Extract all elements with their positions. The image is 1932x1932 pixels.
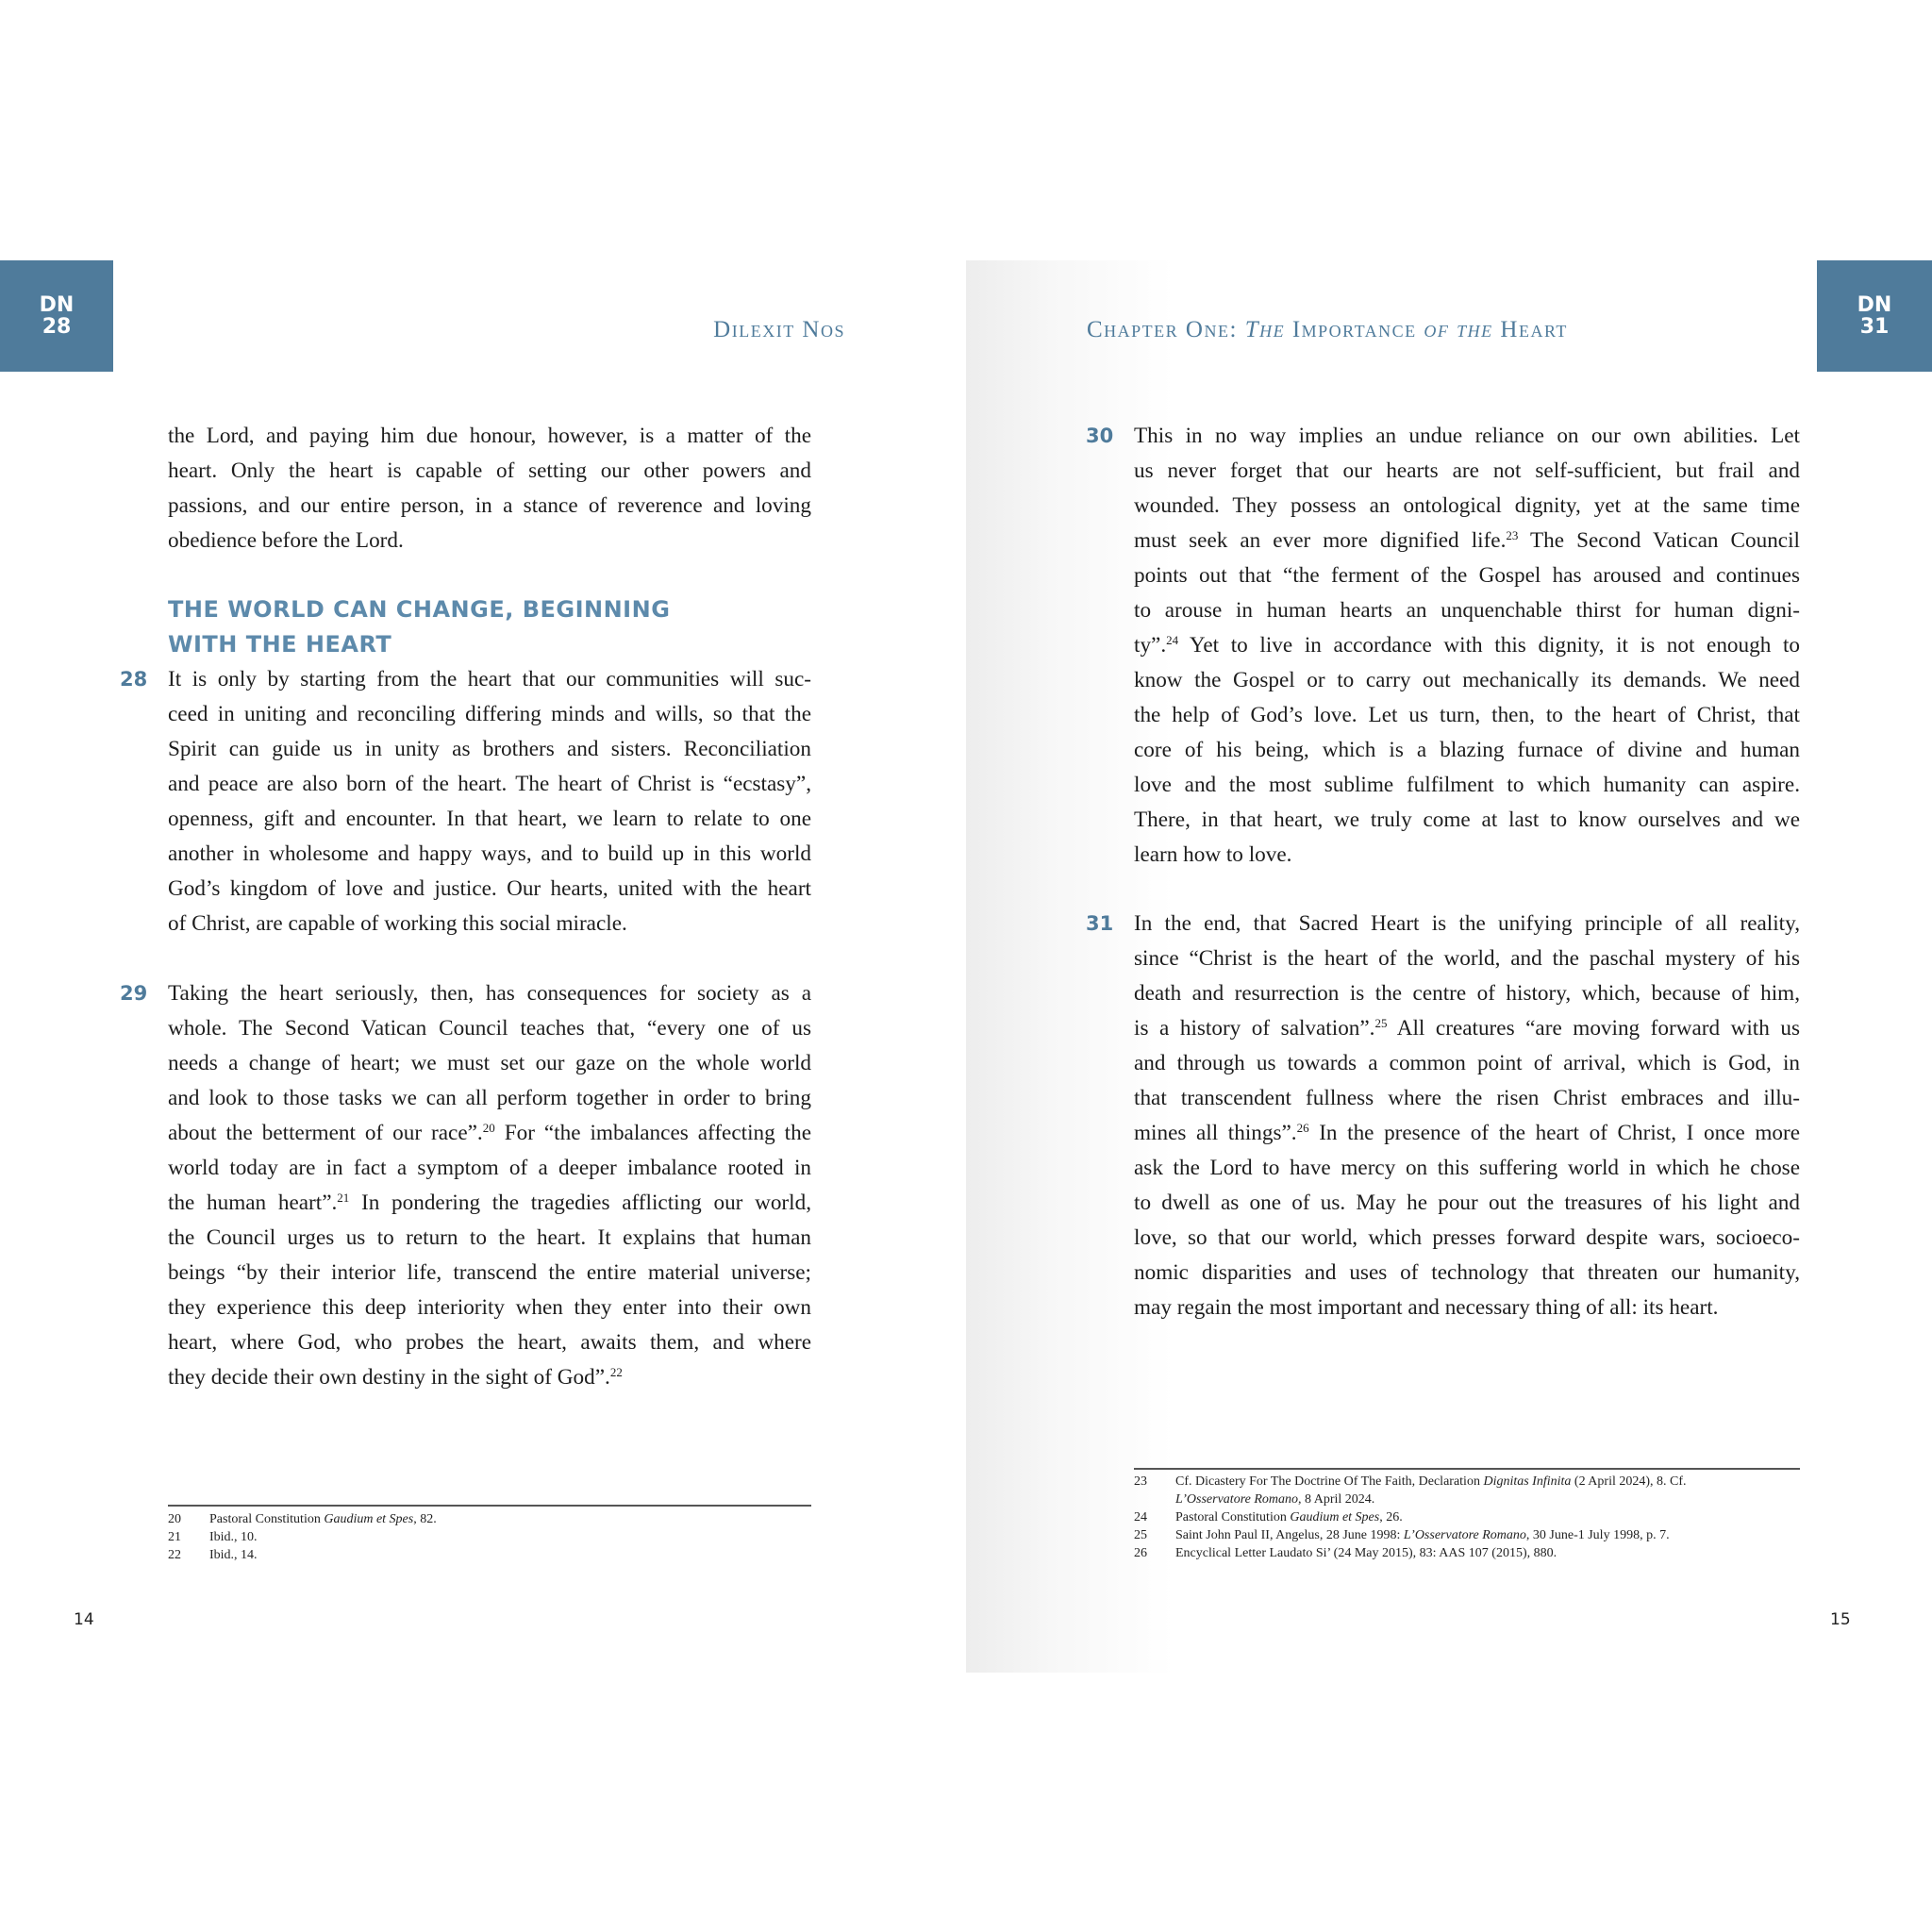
text-line: God’s kingdom of love and justice. Our hearts, united with the heart [168, 876, 811, 901]
footnote-ref: 22 [609, 1365, 623, 1379]
heading-line: THE WORLD CAN CHANGE, BEGINNING [168, 596, 671, 623]
text-line: and peace are also born of the heart. The heart of Christ is “ecstasy”, [168, 772, 811, 796]
section-heading [168, 592, 811, 662]
text-line: points out that “the ferment of the Gospel has aroused and continues [1134, 563, 1800, 588]
footnote-ref: 21 [337, 1191, 350, 1205]
text-line: they decide their own destiny in the sight of God”.$^{22}$ [168, 1365, 623, 1390]
text-line: ceed in uniting and reconciling differing minds and wills, so that the [168, 702, 811, 726]
text-line: Spirit can guide us in unity as brothers and sisters. Reconciliation [168, 737, 811, 761]
text-line: that transcendent fullness where the risen Christ embraces and illu- [1134, 1086, 1800, 1110]
paragraph-number: 28 [120, 668, 148, 691]
text-line: obedience before the Lord. [168, 528, 404, 553]
footnote-ref: 24 [1166, 633, 1179, 647]
text-line: the Lord, and paying him due honour, however, is a matter of the [168, 424, 811, 448]
footnote-ref: 25 [1374, 1016, 1388, 1030]
text-line: ty”.$^{24}$ Yet to live in accordance with this dignity, it is not enough to [1134, 633, 1800, 658]
text-line: There, in that heart, we truly come at last to know ourselves and we [1134, 808, 1800, 832]
footnote: 22 Ibid., 14. [168, 1548, 258, 1562]
left-footnotes [168, 1510, 811, 1564]
footnote-ref: 23 [1506, 528, 1519, 542]
text-line: must seek an ever more dignified life.$^{23}$ The Second Vatican Council [1134, 528, 1800, 553]
text-line: they experience this deep interiority when they enter into their own [168, 1295, 811, 1320]
text-line: beings “by their interior life, transcend the entire material universe; [168, 1260, 811, 1285]
text-line: Taking the heart seriously, then, has consequences for society as a [168, 981, 811, 1006]
intro-paragraph [168, 419, 811, 558]
text-line: the human heart”.$^{21}$ In pondering the tragedies afflicting our world, [168, 1191, 811, 1215]
text-line: to dwell as one of us. May he pour out the treasures of his light and [1134, 1191, 1800, 1215]
right-running-head: Chapter One: The Importance of the Heart [1087, 317, 1568, 342]
text-line: love and the most sublime fulfilment to which humanity can aspire. [1134, 773, 1800, 797]
paragraph-number: 31 [1086, 912, 1114, 935]
footnote: 25 Saint John Paul II, Angelus, 28 June 1998: L’Osservatore Romano, 30 June-1 July 1998, p. 7. [1134, 1528, 1670, 1542]
right-tab-number: 31 [1859, 315, 1890, 339]
text-line: may regain the most important and necessary thing of all: its heart. [1134, 1295, 1719, 1320]
text-line: the Council urges us to return to the heart. It explains that human [168, 1225, 811, 1250]
footnote: 23 Cf. Dicastery For The Doctrine Of The Faith, Declaration Dignitas Infinita (2 April 2024), 8. Cf. L’Osservatore Romano, 8 April 2024. [1134, 1474, 1687, 1507]
page-number-left: 14 [74, 1610, 94, 1629]
text-line: learn how to love. [1134, 842, 1292, 867]
footnote-rule [1134, 1468, 1800, 1470]
text-line: wounded. They possess an ontological dignity, yet at the same time [1134, 493, 1800, 518]
left-tab-label: DN [39, 293, 75, 317]
text-line: mines all things”.$^{26}$ In the presence of the heart of Christ, I once more [1134, 1121, 1800, 1145]
text-line: heart, where God, who probes the heart, awaits them, and where [168, 1330, 811, 1355]
text-line: know the Gospel or to carry out mechanically its demands. We need [1134, 668, 1800, 692]
right-page [966, 0, 1932, 1932]
text-line: passions, and our entire person, in a stance of reverence and loving [168, 493, 811, 518]
text-line: since “Christ is the heart of the world, and the paschal mystery of his [1134, 946, 1800, 971]
text-line: It is only by starting from the heart that our communities will suc- [168, 667, 811, 691]
footnote: 24 Pastoral Constitution Gaudium et Spes, 26. [1134, 1510, 1403, 1524]
left-running-head: Dilexit Nos [713, 317, 845, 342]
text-line: openness, gift and encounter. In that heart, we learn to relate to one [168, 807, 811, 831]
text-line: is a history of salvation”.$^{25}$ All creatures “are moving forward with us [1134, 1016, 1801, 1041]
text-line: core of his being, which is a blazing furnace of divine and human [1134, 738, 1800, 762]
paragraph-number: 29 [120, 982, 148, 1005]
text-line: of Christ, are capable of working this social miracle. [168, 911, 627, 936]
right-footnotes [1134, 1473, 1800, 1562]
heading-line: WITH THE HEART [168, 631, 392, 658]
text-line: the help of God’s love. Let us turn, then, to the heart of Christ, that [1134, 703, 1800, 727]
footnote: 26 Encyclical Letter Laudato Si’ (24 May 2015), 83: AAS 107 (2015), 880. [1134, 1546, 1557, 1560]
text-line: to arouse in human hearts an unquenchable thirst for human digni- [1134, 598, 1800, 623]
footnote: 21 Ibid., 10. [168, 1530, 258, 1544]
footnote-rule [168, 1505, 811, 1507]
text-line: ask the Lord to have mercy on this suffering world in which he chose [1134, 1156, 1800, 1180]
text-line: needs a change of heart; we must set our gaze on the whole world [168, 1051, 811, 1075]
text-line: another in wholesome and happy ways, and to build up in this world [168, 841, 811, 866]
text-line: and through us towards a common point of arrival, which is God, in [1134, 1051, 1800, 1075]
right-tab-label: DN [1857, 293, 1892, 317]
text-line: love, so that our world, which presses forward despite wars, socioeco- [1134, 1225, 1800, 1250]
paragraph-number: 30 [1086, 425, 1114, 447]
footnote: 20 Pastoral Constitution Gaudium et Spes, 82. [168, 1512, 437, 1526]
text-line: In the end, that Sacred Heart is the unifying principle of all reality, [1134, 911, 1800, 936]
left-tab-number: 28 [42, 315, 72, 339]
text-line: world today are in fact a symptom of a deeper imbalance rooted in [168, 1156, 811, 1180]
text-line: whole. The Second Vatican Council teaches that, “every one of us [168, 1016, 811, 1041]
text-line: heart. Only the heart is capable of setting our other powers and [168, 458, 811, 483]
footnote-ref: 26 [1296, 1121, 1309, 1135]
text-line: This in no way implies an undue reliance on our own abilities. Let [1134, 424, 1800, 448]
footnote-ref: 20 [482, 1121, 495, 1135]
text-line: and look to those tasks we can all perform together in order to bring [168, 1086, 811, 1110]
text-line: us never forget that our hearts are not self-sufficient, but frail and [1134, 458, 1800, 483]
page-number-right: 15 [1830, 1610, 1851, 1629]
left-thumb-tab [0, 260, 113, 372]
text-line: nomic disparities and uses of technology that threaten our humanity, [1134, 1260, 1800, 1285]
text-line: death and resurrection is the centre of history, which, because of him, [1134, 981, 1800, 1006]
text-line: about the betterment of our race”.$^{20}$ For “the imbalances affecting the [168, 1121, 811, 1145]
right-thumb-tab [1817, 260, 1932, 372]
